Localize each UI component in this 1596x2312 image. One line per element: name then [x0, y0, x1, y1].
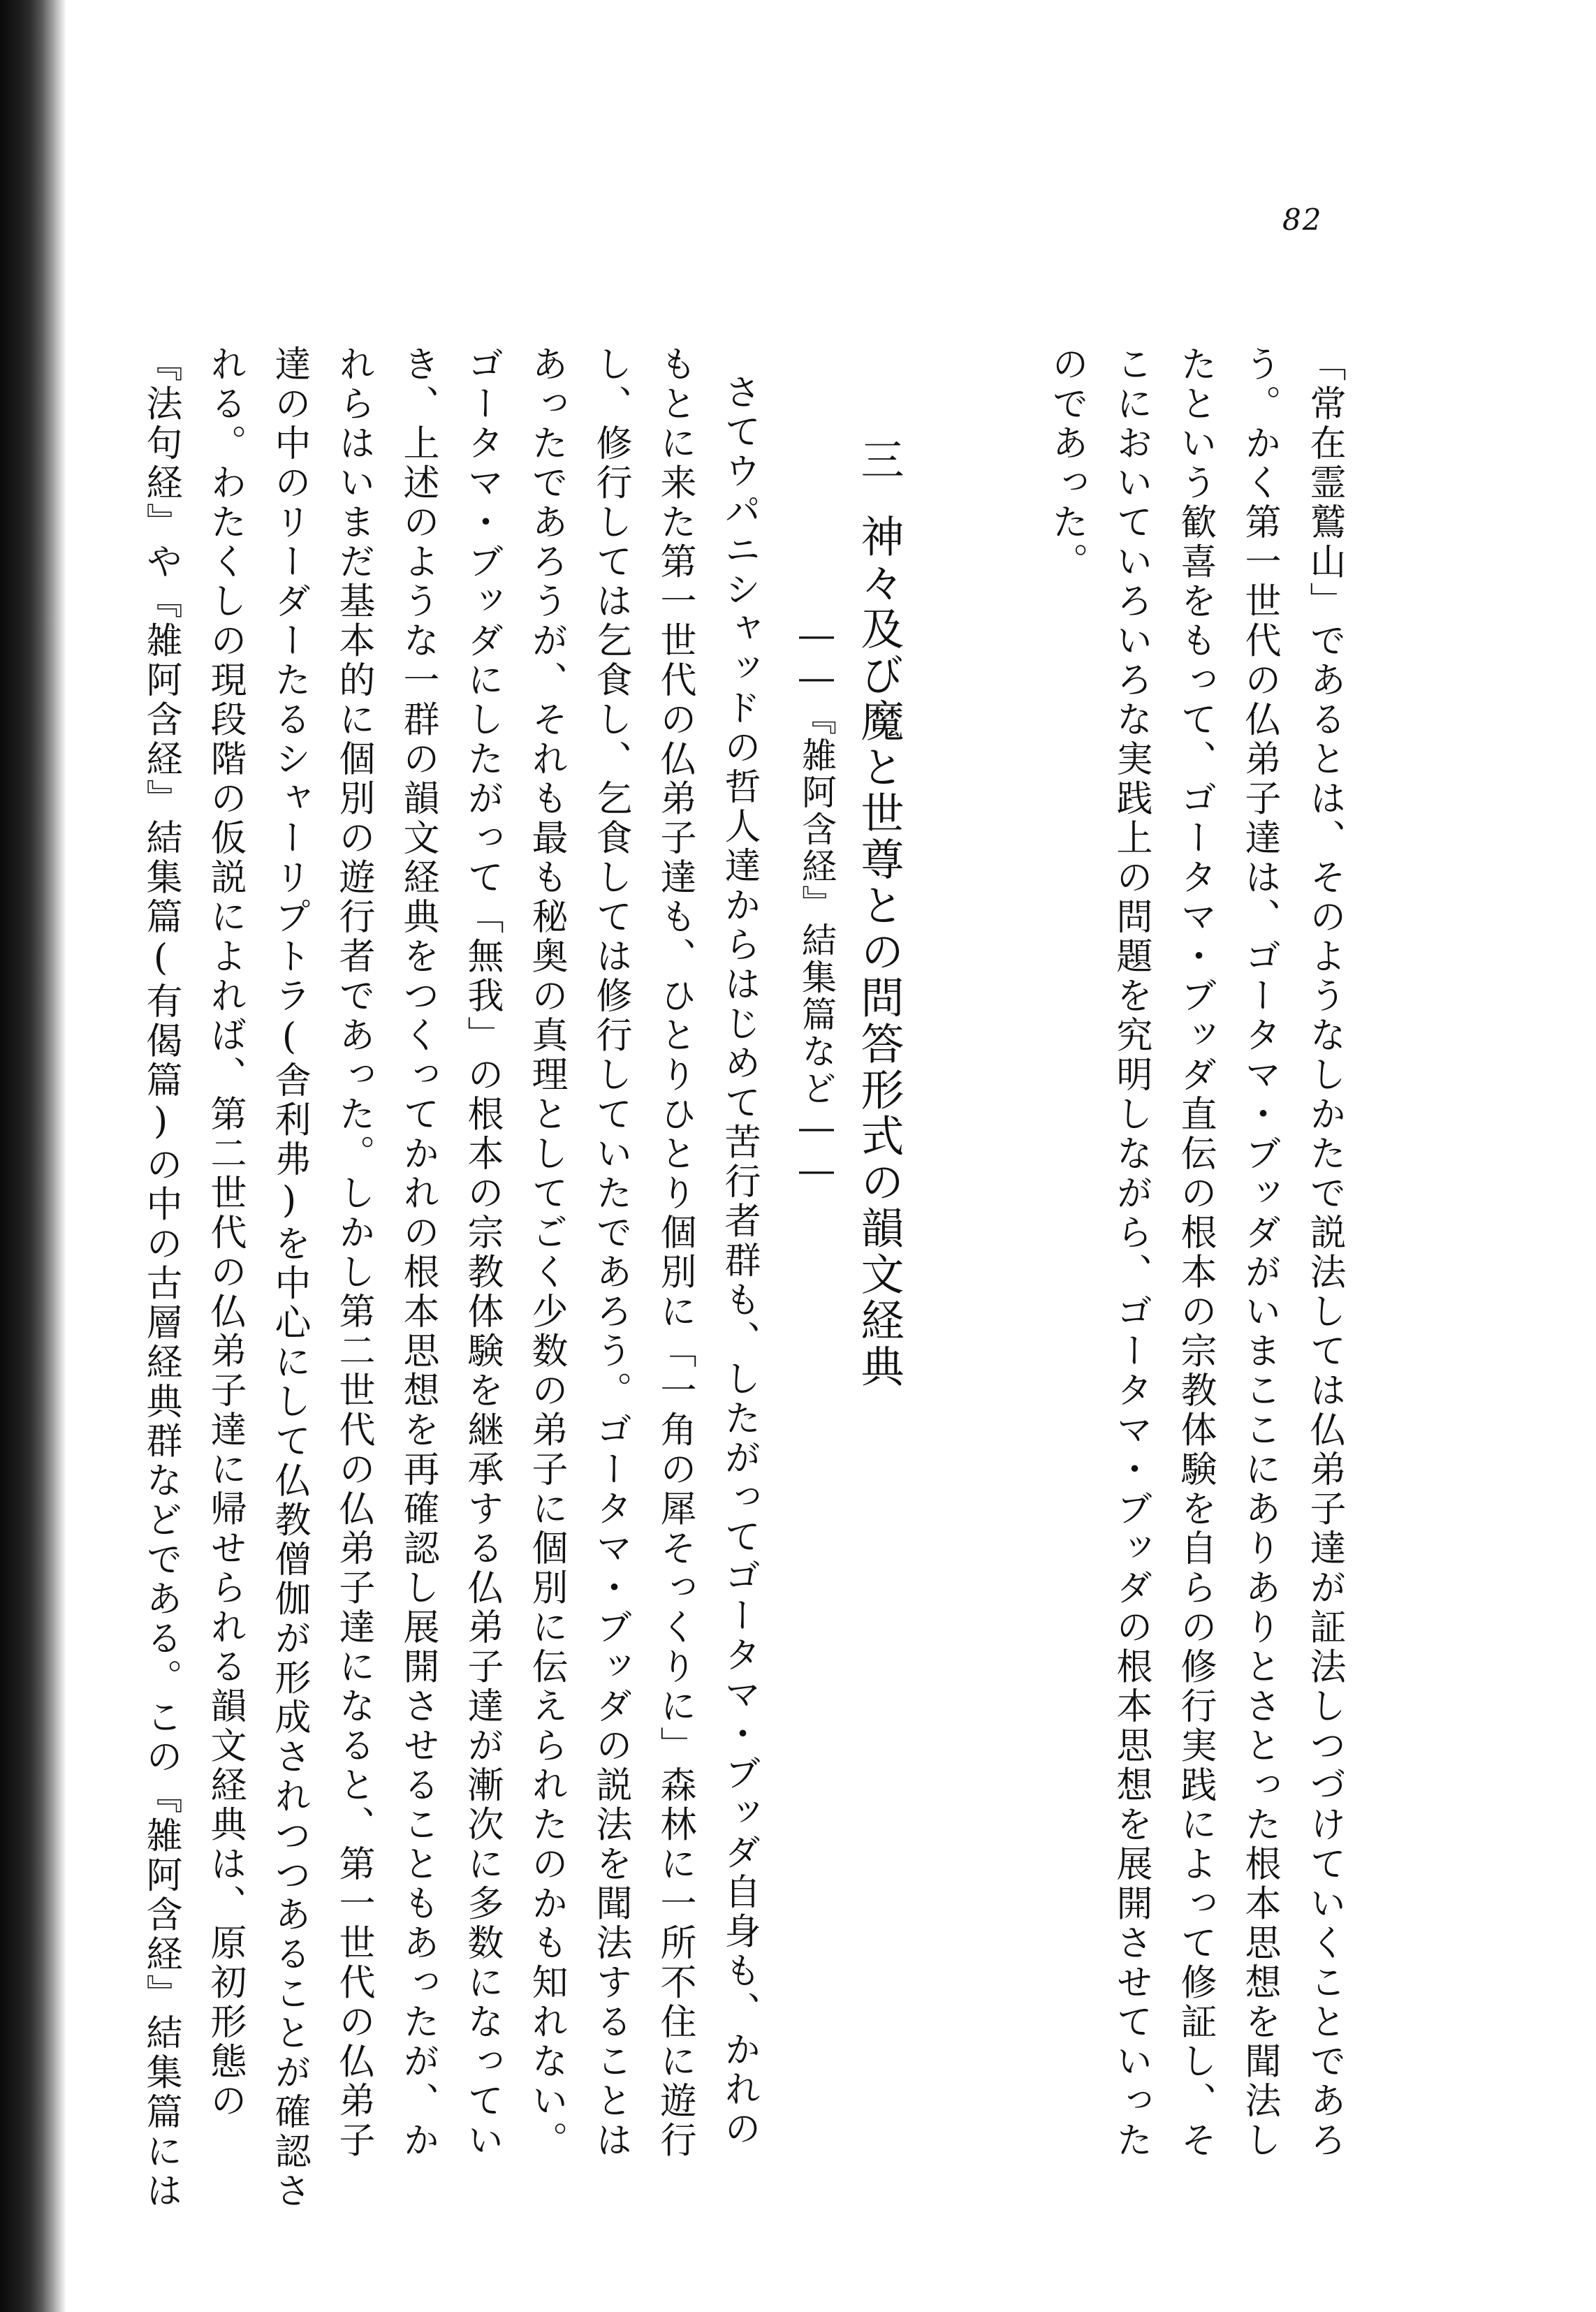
page-number: 82 [1282, 203, 1323, 237]
text-column: のであった。 [1046, 345, 1088, 582]
text-column: き、上述のような一群の韻文経典をつくってかれの根本思想を再確認し展開させることもあったが、か [397, 345, 439, 2160]
text-column: れらはいまだ基本的に個別の遊行者であった。しかし第二世代の仏弟子達になると、第一世代の仏弟子 [332, 345, 374, 2160]
text-column: う。かく第一世代の仏弟子達は、ゴータマ・ブッダがいまここにありありとさとった根本思想を聞法し [1238, 345, 1280, 2160]
text-column: 『法句経』や『雑阿含経』結集篇(有偈篇)の中の古層経典群などである。この『雑阿含経』結集篇には [140, 345, 182, 2211]
section-number: 三 [854, 437, 905, 483]
text-column: こにおいていろいろな実践上の問題を究明しながら、ゴータマ・ブッダの根本思想を展開させていった [1110, 345, 1152, 2160]
text-column: あったであろうが、それも最も秘奥の真理としてごく少数の弟子に個別に伝えられたのかも知れない。 [525, 345, 567, 2160]
binding-edge-shadow [0, 0, 66, 2312]
text-column: もとに来た第一世代の仏弟子達も、ひとりひとり個別に「一角の犀そっくりに」森林に一所不住に遊行 [654, 345, 696, 2160]
text-column: 達の中のリーダーたるシャーリプトラ(舎利弗)を中心にして仏教僧伽が形成されつつあることが確認さ [268, 345, 310, 2211]
section-heading [851, 437, 907, 1390]
section-title: 神々及び魔と世尊との問答形式の韻文経典 [854, 514, 905, 1390]
text-column: れる。わたくしの現段階の仮説によれば、第二世代の仏弟子達に帰せられる韻文経典は、原初形態の [204, 345, 246, 2121]
text-column: さてウパニシャッドの哲人達からはじめて苦行者群も、したがってゴータマ・ブッダ自身も、かれの [718, 373, 760, 2149]
text-column: 「常在霊鷲山」であるとは、そのようなしかたで説法しては仏弟子達が証法しつづけていくことであろ [1303, 345, 1345, 2160]
text-column: たという歓喜をもって、ゴータマ・ブッダ直伝の根本の宗教体験を自らの修行実践によって修証し、そ [1174, 345, 1216, 2160]
text-column: ゴータマ・ブッダにしたがって「無我」の根本の宗教体験を継承する仏弟子達が漸次に多数になってい [461, 345, 503, 2160]
text-column: し、修行しては乞食し、乞食しては修行していたであろう。ゴータマ・ブッダの説法を聞法することは [590, 345, 631, 2160]
section-subtitle: ――『雑阿含経』結集篇など―― [796, 615, 837, 1192]
